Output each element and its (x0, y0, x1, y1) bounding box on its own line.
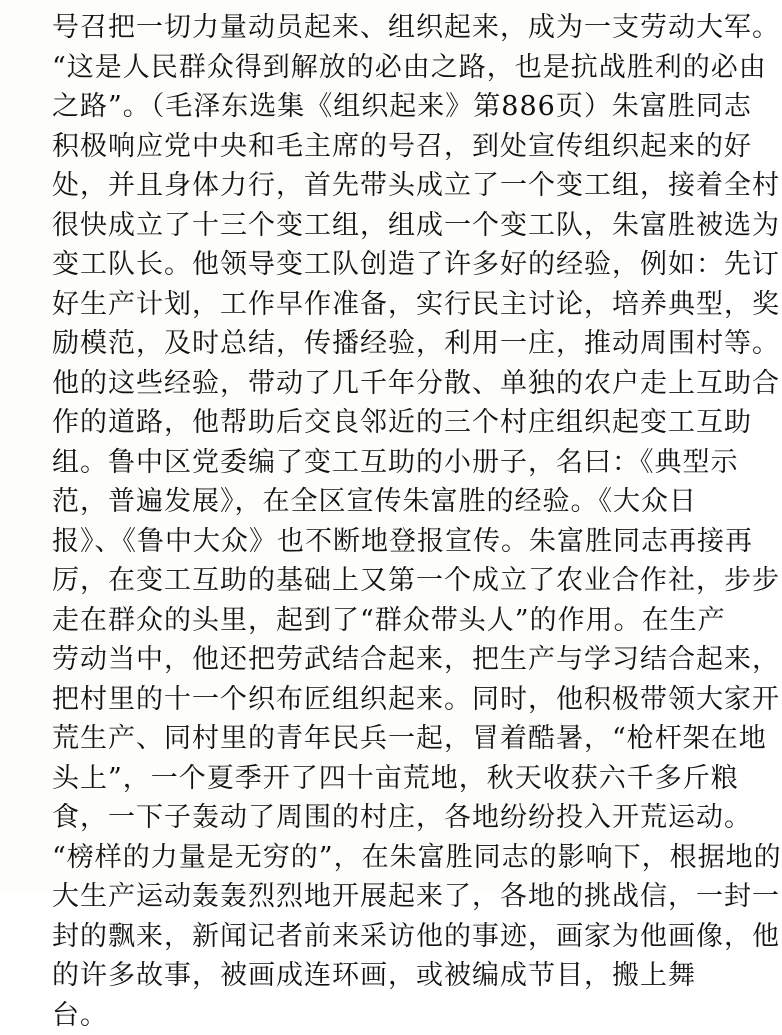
text-line: “榜样的力量是无穷的”，在朱富胜同志的影响下，根据地的 (52, 838, 612, 878)
text-line: 作的道路，他帮助后交良邻近的三个村庄组织起变工互助 (52, 403, 612, 443)
text-line: 劳动当中，他还把劳武结合起来，把生产与学习结合起来， (52, 640, 612, 680)
text-line: 食，一下子轰动了周围的村庄，各地纷纷投入开荒运动。 (52, 798, 612, 838)
text-line: 积极响应党中央和毛主席的号召，到处宣传组织起来的好 (52, 127, 612, 167)
text-line: 励模范，及时总结，传播经验，利用一庄，推动周围村等。 (52, 324, 612, 364)
text-line: 走在群众的头里，起到了“群众带头人”的作用。在生产 (52, 601, 612, 641)
text-line: 大生产运动轰轰烈烈地开展起来了，各地的挑战信，一封一 (52, 877, 612, 917)
text-line: 厉，在变工互助的基础上又第一个成立了农业合作社，步步 (52, 561, 612, 601)
text-line: 很快成立了十三个变工组，组成一个变工队，朱富胜被选为 (52, 206, 612, 246)
text-line: 之路”。（毛泽东选集《组织起来》第886页）朱富胜同志 (52, 87, 612, 127)
text-line: 号召把一切力量动员起来、组织起来，成为一支劳动大军。 (52, 8, 612, 48)
text-line: 变工队长。他领导变工队创造了许多好的经验，例如：先订 (52, 245, 612, 285)
text-line: 范，普遍发展》，在全区宣传朱富胜的经验。《大众日 (52, 482, 612, 522)
text-line: 他的这些经验，带动了几千年分散、单独的农户走上互助合 (52, 364, 612, 404)
text-line: 处，并且身体力行，首先带头成立了一个变工组，接着全村 (52, 166, 612, 206)
text-line: 的许多故事，被画成连环画，或被编成节目，搬上舞 (52, 956, 612, 996)
text-line: 组。鲁中区党委编了变工互助的小册子，名曰：《典型示 (52, 443, 612, 483)
text-line: “这是人民群众得到解放的必由之路，也是抗战胜利的必由 (52, 48, 612, 88)
text-line: 好生产计划，工作早作准备，实行民主讨论，培养典型，奖 (52, 285, 612, 325)
text-line: 头上”，一个夏季开了四十亩荒地，秋天收获六千多斤粮 (52, 759, 612, 799)
text-line: 台。 (52, 996, 612, 1035)
text-line: 把村里的十一个织布匠组织起来。同时，他积极带领大家开 (52, 680, 612, 720)
body-text (52, 8, 612, 1035)
text-line: 荒生产、同村里的青年民兵一起，冒着酷暑，“枪杆架在地 (52, 719, 612, 759)
text-line: 封的飘来，新闻记者前来采访他的事迹，画家为他画像，他 (52, 917, 612, 957)
text-line: 报》、《鲁中大众》也不断地登报宣传。朱富胜同志再接再 (52, 522, 612, 562)
